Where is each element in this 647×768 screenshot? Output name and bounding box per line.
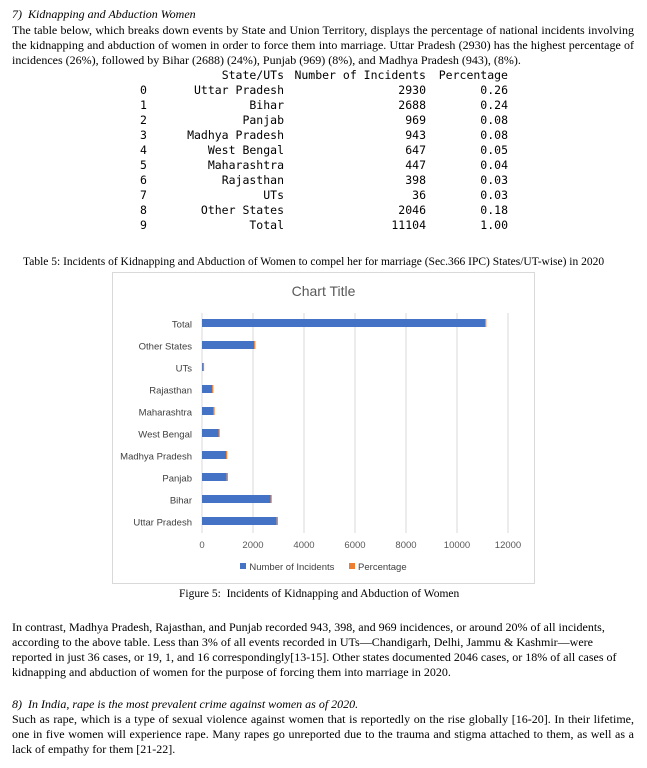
bar-number-of-incidents: [202, 473, 227, 481]
x-tick-label: 2000: [242, 540, 264, 551]
bar-percentage: [203, 363, 204, 371]
bar-number-of-incidents: [202, 341, 254, 349]
dataframe-cell-incidents: 447: [405, 158, 426, 172]
dataframe-cell-incidents: 36: [412, 188, 426, 202]
dataframe-cell-percentage: 0.08: [480, 113, 508, 127]
dataframe-cell-state: Total: [249, 218, 284, 232]
bar-number-of-incidents: [202, 407, 213, 415]
dataframe-cell-incidents: 647: [405, 143, 426, 157]
dataframe-cell-state: Bihar: [249, 98, 284, 112]
dataframe-row: [140, 218, 508, 233]
dataframe-cell-index: 0: [140, 83, 147, 97]
column-header: Number of Incidents: [294, 68, 426, 82]
contrast-paragraph: In contrast, Madhya Pradesh, Rajasthan, and Punjab recorded 943, 398, and 969 incidences, or around 20% of all incidents, according to the above table. Less than 3% of all events recorded in UTs—Chandigarh, Delhi, Jammu & Kashmir—were reported in just 36 cases, or 19, 1, and 16 correspondingly[13-15]. Other states documented 2046 cases, or 18% of all cases of kidnapping and abduction of women for the purpose of forcing them into marriage in 2020.: [12, 620, 617, 679]
dataframe-row: [140, 158, 508, 173]
dataframe-cell-incidents: 2046: [398, 203, 426, 217]
dataframe-cell-state: Panjab: [242, 113, 284, 127]
y-category-label: Panjab: [162, 473, 192, 485]
bar-number-of-incidents: [202, 385, 212, 393]
table-caption: Table 5: Incidents of Kidnapping and Abduction of Women to compel her for marriage (Sec.366 IPC) States/UT-wise) in 2020: [23, 256, 605, 268]
dataframe-cell-index: 9: [140, 218, 147, 232]
dataframe-row: [140, 188, 508, 203]
dataframe-cell-incidents: 969: [405, 113, 426, 127]
dataframe-cell-index: 7: [140, 188, 147, 202]
dataframe-row: [140, 203, 508, 218]
y-category-label: Uttar Pradesh: [133, 517, 192, 529]
bar-percentage: [254, 341, 255, 349]
dataframe-cell-incidents: 11104: [391, 218, 426, 232]
bar-percentage: [212, 385, 213, 393]
x-tick-label: 12000: [494, 540, 522, 551]
y-category-label: Madhya Pradesh: [120, 451, 192, 463]
y-category-label: Total: [171, 319, 192, 331]
x-tick-label: 6000: [344, 540, 366, 551]
x-tick-label: 10000: [443, 540, 471, 551]
bar-number-of-incidents: [202, 517, 277, 525]
x-tick-label: 8000: [395, 540, 417, 551]
dataframe-cell-index: 3: [140, 128, 147, 142]
legend-item: [349, 562, 407, 573]
chart-area: [112, 272, 535, 584]
dataframe-cell-percentage: 0.03: [480, 173, 508, 187]
section-7-heading: 7) Kidnapping and Abduction Women: [12, 7, 196, 21]
legend-label: Number of Incidents: [249, 562, 335, 573]
dataframe-cell-state: West Bengal: [207, 143, 284, 157]
dataframe-cell-index: 6: [140, 173, 147, 187]
dataframe-cell-state: Rajasthan: [221, 173, 284, 187]
bar-number-of-incidents: [202, 363, 203, 371]
bar-number-of-incidents: [202, 429, 218, 437]
bar-percentage: [213, 407, 214, 415]
dataframe-table: [140, 68, 508, 233]
bar-chart: [113, 273, 534, 583]
dataframe-row: [140, 128, 508, 143]
dataframe-cell-index: 8: [140, 203, 147, 217]
bar-number-of-incidents: [202, 451, 226, 459]
dataframe-cell-incidents: 2688: [398, 98, 426, 112]
y-category-label: Rajasthan: [149, 385, 192, 397]
legend-label: Percentage: [358, 562, 407, 573]
bar-number-of-incidents: [202, 495, 271, 503]
y-category-label: Bihar: [169, 495, 192, 507]
dataframe-cell-index: 2: [140, 113, 147, 127]
dataframe-cell-percentage: 0.24: [480, 98, 508, 112]
dataframe-cell-percentage: 1.00: [480, 218, 508, 232]
bar-percentage: [226, 451, 227, 459]
bar-percentage: [227, 473, 228, 481]
dataframe-row: [140, 113, 508, 128]
dataframe-cell-state: Madhya Pradesh: [187, 128, 284, 142]
chart-title: Chart Title: [291, 283, 356, 299]
column-header: Percentage: [438, 68, 508, 82]
bar-percentage: [218, 429, 219, 437]
dataframe-cell-percentage: 0.26: [480, 83, 508, 97]
legend-item: [240, 562, 334, 573]
dataframe-cell-index: 5: [140, 158, 147, 172]
dataframe-cell-state: UTs: [263, 188, 284, 202]
section-7-intro: The table below, which breaks down events by State and Union Territory, displays the percentage of national incidents involving the kidnapping and abduction of women in order to force them into marriage. Uttar Pradesh (2930) has the highest percentage of incidences (26%), followed by Bihar (2688) (24%), Punjab (969) (8%), and Madhya Pradesh (943), (8%).: [12, 23, 634, 67]
bar-number-of-incidents: [202, 319, 485, 327]
bar-percentage: [277, 517, 278, 525]
dataframe-cell-incidents: 398: [405, 173, 426, 187]
dataframe-cell-percentage: 0.18: [480, 203, 508, 217]
y-category-label: UTs: [175, 363, 192, 375]
dataframe-cell-percentage: 0.03: [480, 188, 508, 202]
dataframe-cell-percentage: 0.04: [480, 158, 508, 172]
dataframe-row: [140, 98, 508, 113]
section-8-heading: 8) In India, rape is the most prevalent crime against women as of 2020.: [12, 697, 359, 711]
dataframe-cell-index: 1: [140, 98, 147, 112]
figure-caption: Figure 5: Incidents of Kidnapping and Abduction of Women: [179, 588, 460, 600]
dataframe-header-row: [140, 68, 508, 83]
dataframe-cell-state: Maharashtra: [207, 158, 284, 172]
legend-swatch: [349, 563, 355, 569]
y-category-label: West Bengal: [138, 429, 192, 441]
chart-legend: [113, 562, 534, 573]
column-header: State/UTs: [221, 68, 284, 82]
dataframe-cell-index: 4: [140, 143, 147, 157]
x-tick-label: 4000: [293, 540, 315, 551]
dataframe-cell-incidents: 943: [405, 128, 426, 142]
legend-swatch: [240, 563, 246, 569]
dataframe-cell-incidents: 2930: [398, 83, 426, 97]
dataframe-cell-percentage: 0.05: [480, 143, 508, 157]
dataframe-cell-percentage: 0.08: [480, 128, 508, 142]
y-category-label: Maharashtra: [138, 407, 192, 419]
bar-percentage: [271, 495, 272, 503]
dataframe-cell-state: Other States: [200, 203, 284, 217]
dataframe-row: [140, 143, 508, 158]
dataframe-cell-state: Uttar Pradesh: [193, 83, 284, 97]
x-tick-label: 0: [199, 540, 205, 551]
bar-percentage: [485, 319, 486, 327]
dataframe-row: [140, 83, 508, 98]
section-8-body: Such as rape, which is a type of sexual violence against women that is reportedly on the rise globally [16-20]. In their lifetime, one in five women will experience rape. Many rapes go unreported due to the trauma and stigma attached to them, as well as a lack of empathy for them [21-22].: [12, 712, 634, 756]
dataframe-row: [140, 173, 508, 188]
y-category-label: Other States: [138, 341, 192, 353]
